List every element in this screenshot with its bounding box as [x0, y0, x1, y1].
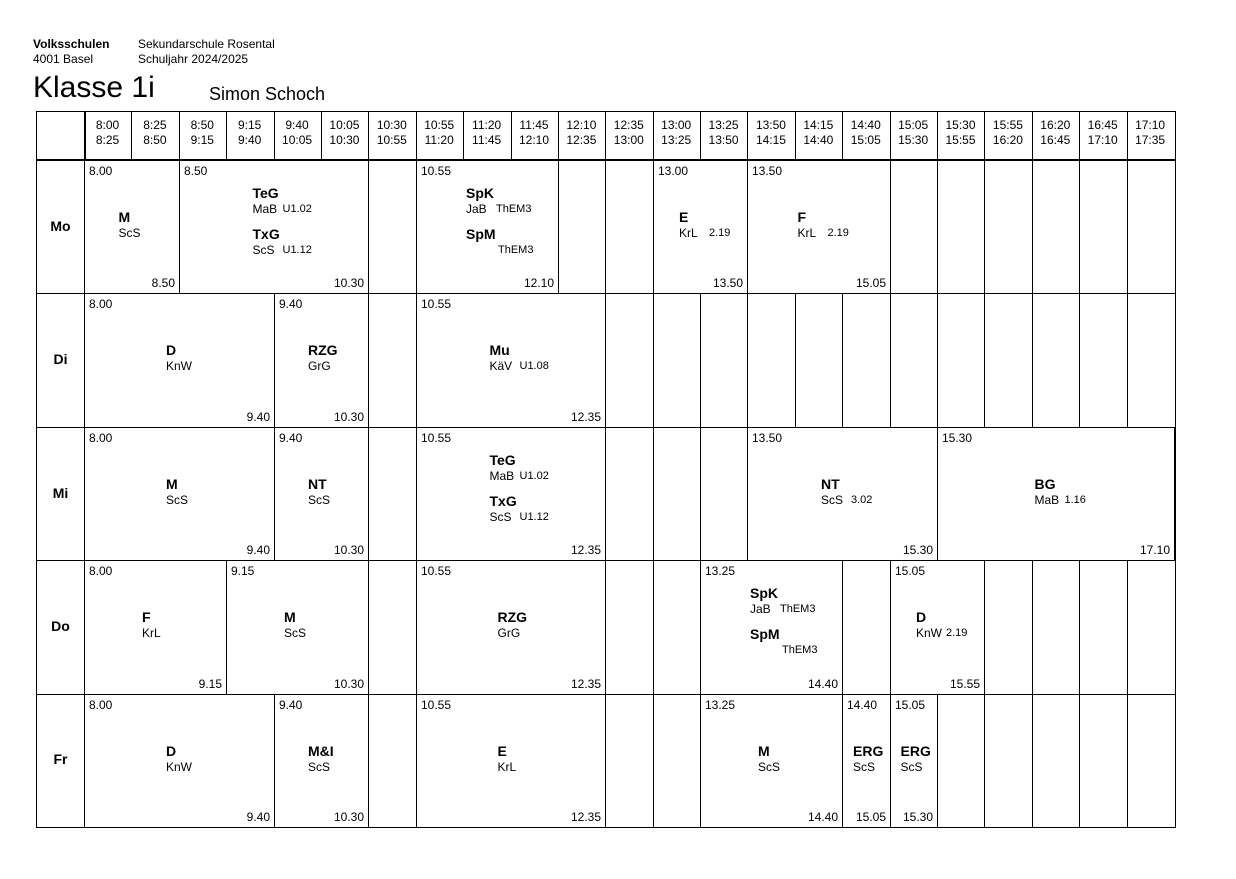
slot-start: 15:30 — [945, 118, 976, 132]
lesson-room: ThEM3 — [780, 603, 816, 615]
grid-border-right — [1175, 111, 1176, 827]
lesson-teacher: GrG — [497, 626, 521, 640]
lesson-block[interactable] — [416, 293, 606, 428]
lesson-end-time: 10.30 — [333, 543, 364, 557]
lesson-teacher: ScS — [308, 759, 331, 774]
lesson-start-time: 8.00 — [89, 431, 113, 445]
lesson-block[interactable] — [84, 427, 275, 561]
lesson-teacher: ScS — [900, 759, 923, 774]
slot-end: 14:15 — [755, 133, 786, 147]
lesson-teacher: ScS — [489, 509, 512, 524]
school-name: Sekundarschule Rosental — [138, 37, 275, 51]
lesson-end-time: 15.05 — [855, 276, 886, 290]
slot-start: 9:15 — [237, 118, 262, 132]
lesson-block[interactable] — [937, 427, 1175, 561]
lesson-start-time: 8.50 — [184, 164, 208, 178]
lesson-block[interactable] — [653, 160, 748, 294]
lesson-start-time: 10.55 — [421, 164, 452, 178]
lesson-block[interactable] — [84, 160, 180, 294]
time-slot-header — [416, 118, 463, 148]
lesson-teacher: MaB — [252, 201, 278, 216]
lesson-subject: TxG — [252, 225, 280, 242]
lesson-subject: M — [284, 609, 296, 625]
slot-start: 15:05 — [898, 118, 929, 132]
time-slot-header — [368, 118, 415, 148]
time-slot-header — [842, 118, 889, 148]
lesson-teacher: KnW — [916, 626, 943, 640]
lesson-room: 2.19 — [946, 627, 968, 639]
lesson-block[interactable] — [274, 694, 369, 828]
lesson-teacher: GrG — [308, 359, 331, 373]
lesson-start-time: 13.00 — [658, 164, 689, 178]
day-label-mo: Mo — [50, 217, 71, 234]
teacher-name: Simon Schoch — [209, 84, 326, 104]
slot-end: 10:05 — [282, 133, 313, 147]
lesson-room: U1.08 — [519, 360, 549, 372]
slot-end: 11:20 — [424, 133, 454, 147]
lesson-teacher: ScS — [308, 492, 331, 507]
lesson-subject: E — [679, 208, 689, 225]
lesson-subject: M — [166, 475, 178, 492]
lesson-start-time: 10.55 — [421, 297, 452, 311]
slot-end: 8:25 — [95, 133, 120, 147]
lesson-teacher: ScS — [821, 492, 844, 507]
slot-end: 13:50 — [708, 133, 739, 147]
lesson-room: U1.02 — [519, 469, 549, 482]
lesson-subject: D — [916, 609, 927, 625]
lesson-block[interactable] — [747, 427, 938, 561]
time-slot-header — [179, 118, 226, 148]
lesson-teacher: KrL — [797, 225, 817, 240]
lesson-start-time: 13.50 — [752, 164, 783, 178]
slot-end: 9:15 — [190, 133, 214, 147]
day-label-mi: Mi — [52, 484, 69, 501]
lesson-start-time: 9.15 — [231, 564, 255, 578]
slot-end: 14:40 — [803, 133, 834, 147]
lesson-room: U1.12 — [519, 510, 549, 523]
lesson-end-time: 9.40 — [246, 410, 270, 424]
slot-start: 10:55 — [424, 118, 455, 132]
lesson-start-time: 14.40 — [847, 698, 878, 712]
slot-end: 16:20 — [992, 133, 1023, 147]
lesson-room: 2.19 — [709, 226, 731, 239]
lesson-subject: NT — [308, 475, 327, 492]
lesson-subject: M — [118, 208, 131, 225]
lesson-end-time: 12.35 — [570, 410, 601, 424]
lesson-block[interactable] — [416, 560, 606, 695]
slot-end: 16:45 — [1040, 133, 1071, 147]
lesson-teacher: KnW — [166, 759, 193, 774]
lesson-subject: RZG — [308, 342, 338, 358]
lesson-start-time: 9.40 — [279, 698, 303, 712]
lesson-start-time: 15.30 — [942, 431, 973, 445]
lesson-end-time: 8.50 — [151, 276, 175, 290]
lesson-end-time: 10.30 — [333, 410, 364, 424]
slot-end: 15:55 — [945, 133, 976, 147]
school-org: Volksschulen — [33, 37, 110, 51]
time-slot-header — [890, 118, 937, 148]
lesson-teacher: KäV — [489, 359, 513, 373]
lesson-end-time: 10.30 — [333, 276, 364, 290]
lesson-end-time: 12.10 — [523, 276, 554, 290]
lesson-block[interactable] — [274, 293, 369, 428]
lesson-end-time: 17.10 — [1139, 543, 1170, 557]
lesson-end-time: 10.30 — [333, 677, 364, 691]
lesson-subject: ERG — [853, 742, 884, 759]
slot-end: 17:35 — [1135, 133, 1166, 147]
lesson-start-time: 10.55 — [421, 698, 452, 712]
slot-start: 10:30 — [376, 118, 407, 132]
lesson-start-time: 9.40 — [279, 431, 303, 445]
lesson-end-time: 15.55 — [949, 677, 980, 691]
lesson-teacher: ScS — [758, 759, 781, 774]
time-slot-header — [463, 118, 510, 148]
slot-end: 17:10 — [1087, 133, 1118, 147]
slot-end: 11:45 — [472, 133, 502, 147]
lesson-block[interactable] — [84, 293, 275, 428]
lesson-subject: SpM — [750, 626, 780, 642]
lesson-start-time: 10.55 — [421, 564, 452, 578]
time-slot-header — [605, 118, 652, 148]
lesson-end-time: 14.40 — [807, 677, 838, 691]
lesson-start-time: 9.40 — [279, 297, 303, 311]
lesson-subject: M — [758, 742, 770, 759]
slot-end: 10:55 — [376, 133, 407, 147]
lesson-teacher: JaB — [466, 201, 487, 216]
lesson-start-time: 15.05 — [895, 698, 926, 712]
lesson-block[interactable] — [274, 427, 369, 561]
time-slot-header — [700, 118, 747, 148]
lesson-teacher: MaB — [489, 468, 515, 483]
slot-end: 12:10 — [518, 133, 550, 147]
lesson-room: U1.02 — [282, 202, 312, 215]
lesson-end-time: 15.30 — [902, 810, 933, 824]
slot-start: 8:25 — [143, 118, 167, 132]
school-year: Schuljahr 2024/2025 — [138, 52, 249, 66]
time-slot-header — [84, 118, 131, 148]
lesson-block[interactable] — [747, 160, 891, 294]
lesson-room: 3.02 — [851, 493, 873, 506]
lesson-end-time: 12.35 — [570, 810, 601, 824]
slot-start: 11:45 — [519, 118, 549, 132]
slot-end: 13:25 — [661, 133, 692, 147]
lesson-end-time: 9.15 — [198, 677, 222, 691]
time-slot-header — [1032, 118, 1079, 148]
lesson-block[interactable] — [890, 560, 985, 695]
slot-end: 8:50 — [143, 133, 167, 147]
time-slot-header — [558, 118, 605, 148]
slot-start: 14:40 — [850, 118, 881, 132]
lesson-subject: E — [497, 742, 507, 759]
lesson-start-time: 8.00 — [89, 297, 113, 311]
lesson-block[interactable] — [700, 694, 843, 828]
slot-start: 17:10 — [1135, 118, 1166, 132]
lesson-subject: SpK — [466, 184, 494, 201]
time-slot-header — [1127, 118, 1174, 148]
slot-end: 12:35 — [566, 133, 597, 147]
lesson-subject: RZG — [497, 609, 528, 625]
slot-start: 14:15 — [803, 118, 834, 132]
slot-start: 13:25 — [708, 118, 739, 132]
time-slot-header — [131, 118, 178, 148]
lesson-end-time: 12.35 — [570, 543, 601, 557]
lesson-block[interactable] — [84, 694, 275, 828]
lesson-start-time: 8.00 — [89, 698, 113, 712]
lesson-teacher: ScS — [252, 242, 275, 257]
school-city: 4001 Basel — [33, 52, 94, 66]
slot-start: 13:00 — [661, 118, 692, 132]
slot-end: 13:00 — [613, 133, 644, 147]
lesson-block[interactable] — [226, 560, 369, 695]
lesson-subject: M&I — [308, 742, 334, 759]
lesson-end-time: 10.30 — [333, 810, 364, 824]
lesson-end-time: 15.30 — [902, 543, 933, 557]
lesson-subject: D — [166, 742, 177, 759]
lesson-start-time: 8.00 — [89, 564, 113, 578]
lesson-room: ThEM3 — [782, 644, 818, 656]
lesson-end-time: 15.05 — [855, 810, 886, 824]
lesson-subject: SpM — [466, 225, 496, 242]
slot-start: 13:50 — [755, 118, 786, 132]
lesson-subject: TeG — [252, 184, 279, 201]
time-slot-header — [511, 118, 558, 148]
lesson-room: 2.19 — [827, 226, 849, 239]
slot-start: 11:20 — [472, 118, 502, 132]
lesson-block[interactable] — [416, 427, 606, 561]
lesson-teacher: ScS — [284, 626, 307, 640]
lesson-teacher: KnW — [166, 359, 193, 373]
lesson-block[interactable] — [416, 160, 559, 294]
lesson-start-time: 8.00 — [89, 164, 113, 178]
lesson-subject: D — [166, 342, 177, 358]
lesson-teacher: ScS — [118, 225, 141, 240]
time-slot-header — [1079, 118, 1126, 148]
lesson-block[interactable] — [416, 694, 606, 828]
slot-start: 12:35 — [613, 118, 644, 132]
lesson-teacher: KrL — [142, 626, 161, 640]
slot-end: 10:30 — [329, 133, 360, 147]
slot-start: 16:20 — [1040, 118, 1071, 132]
lesson-block[interactable] — [700, 560, 843, 695]
lesson-teacher: KrL — [497, 759, 517, 774]
lesson-subject: SpK — [750, 585, 778, 601]
time-slot-header — [321, 118, 368, 148]
slot-end: 15:30 — [898, 133, 929, 147]
lesson-end-time: 9.40 — [246, 543, 270, 557]
lesson-teacher: KrL — [679, 225, 698, 240]
lesson-end-time: 13.50 — [712, 276, 743, 290]
time-slot-header — [274, 118, 321, 148]
slot-start: 15:55 — [992, 118, 1023, 132]
lesson-end-time: 12.35 — [570, 677, 601, 691]
lesson-teacher: ScS — [853, 759, 876, 774]
lesson-subject: ERG — [900, 742, 931, 759]
lesson-block[interactable] — [890, 694, 938, 828]
lesson-room: ThEM3 — [498, 243, 534, 256]
lesson-start-time: 10.55 — [421, 431, 452, 445]
lesson-start-time: 13.50 — [752, 431, 783, 445]
day-label-do: Do — [51, 617, 70, 634]
lesson-teacher: JaB — [750, 602, 771, 616]
lesson-subject: TxG — [489, 492, 517, 509]
lesson-end-time: 14.40 — [807, 810, 838, 824]
time-slot-header — [653, 118, 700, 148]
lesson-subject: Mu — [489, 342, 510, 358]
slot-start: 9:40 — [285, 118, 309, 132]
lesson-end-time: 9.40 — [246, 810, 270, 824]
slot-start: 8:50 — [190, 118, 214, 132]
lesson-room: ThEM3 — [496, 202, 532, 215]
lesson-start-time: 13.25 — [705, 698, 736, 712]
lesson-teacher: ScS — [166, 492, 189, 507]
time-slot-header — [226, 118, 273, 148]
time-slot-header — [937, 118, 984, 148]
slot-end: 9:40 — [237, 133, 262, 147]
slot-start: 10:05 — [329, 118, 360, 132]
lesson-block[interactable] — [842, 694, 891, 828]
lesson-block[interactable] — [179, 160, 369, 294]
lesson-subject: TeG — [489, 451, 516, 468]
slot-end: 15:05 — [850, 133, 881, 147]
lesson-start-time: 13.25 — [705, 564, 736, 578]
lesson-block[interactable] — [84, 560, 227, 695]
lesson-subject: F — [797, 208, 807, 225]
lesson-subject: BG — [1034, 475, 1056, 492]
time-slot-header — [795, 118, 842, 148]
slot-start: 12:10 — [566, 118, 597, 132]
slot-start: 8:00 — [95, 118, 120, 132]
lesson-subject: F — [142, 609, 151, 625]
lesson-room: 1.16 — [1064, 493, 1086, 506]
day-label-fr: Fr — [53, 751, 68, 768]
time-slot-header — [747, 118, 794, 148]
lesson-subject: NT — [821, 475, 840, 492]
lesson-room: U1.12 — [282, 243, 312, 256]
class-title: Klasse 1i — [33, 71, 155, 104]
lesson-teacher: MaB — [1034, 492, 1060, 507]
day-label-di: Di — [53, 351, 68, 368]
time-slot-header — [984, 118, 1031, 148]
lesson-start-time: 15.05 — [895, 564, 926, 578]
slot-start: 16:45 — [1087, 118, 1118, 132]
